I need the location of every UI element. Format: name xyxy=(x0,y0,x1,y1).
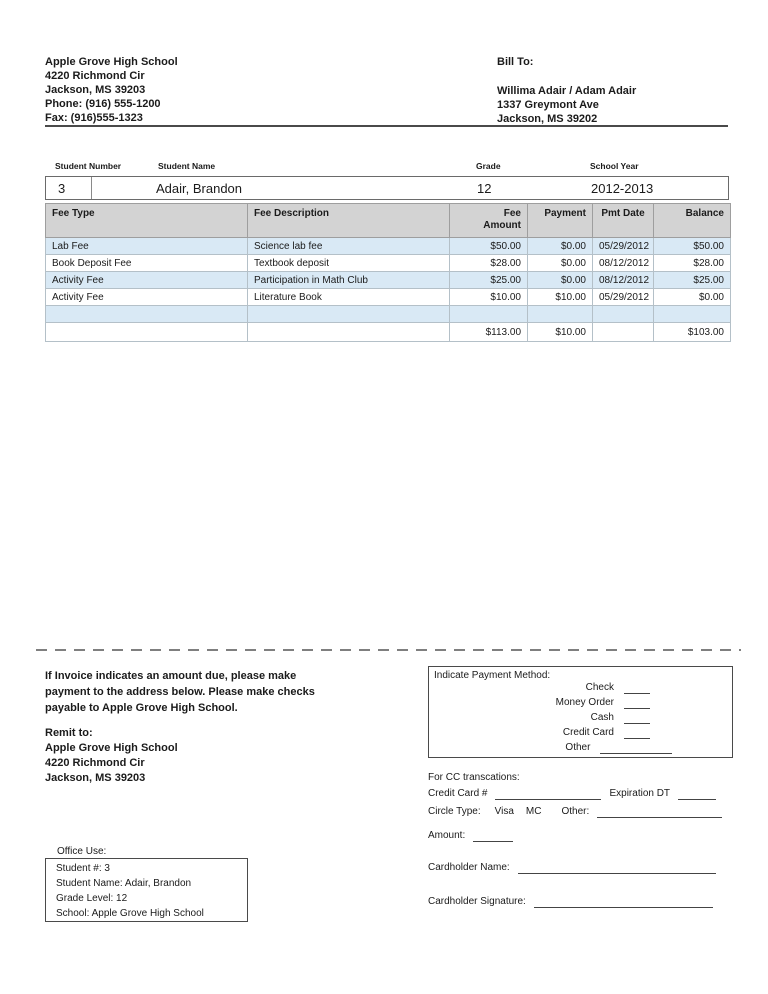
fee-type-cell: Activity Fee xyxy=(46,289,248,306)
fee-amount-cell: $10.00 xyxy=(450,289,528,306)
student-cell-divider xyxy=(91,177,92,199)
school-address1: 4220 Richmond Cir xyxy=(45,70,145,82)
fee-table xyxy=(45,203,731,342)
blank-line xyxy=(624,712,650,724)
bill-to-address1: 1337 Greymont Ave xyxy=(497,99,599,111)
fee-amount-cell: $25.00 xyxy=(450,272,528,289)
payment-cell: $0.00 xyxy=(528,272,593,289)
cardholder-name-row xyxy=(428,862,716,874)
pmt-date-cell: 05/29/2012 xyxy=(593,238,654,255)
total-balance: $103.00 xyxy=(654,323,731,342)
cc-circle-type-row xyxy=(428,806,722,818)
cardholder-name-label: Cardholder Name: xyxy=(428,862,510,873)
school-address2: Jackson, MS 39203 xyxy=(45,84,146,96)
fee-amount-cell: $28.00 xyxy=(450,255,528,272)
payment-cell: $10.00 xyxy=(528,289,593,306)
payment-option-money-order: Money Order xyxy=(429,697,732,712)
student-info-row xyxy=(45,176,729,200)
remit-address1: 4220 Richmond Cir xyxy=(45,757,145,769)
table-row xyxy=(46,255,731,272)
total-payment: $10.00 xyxy=(528,323,593,342)
bill-to-address2: Jackson, MS 39202 xyxy=(497,113,598,125)
fee-type-cell: Book Deposit Fee xyxy=(46,255,248,272)
table-row-empty xyxy=(46,306,731,323)
table-row-totals xyxy=(46,323,731,342)
office-student-name: Student Name: Adair, Brandon xyxy=(56,878,192,889)
fee-type-cell: Lab Fee xyxy=(46,238,248,255)
blank-line xyxy=(624,697,650,709)
blank-line xyxy=(518,862,716,874)
col-header-fee-description: Fee Description xyxy=(248,204,450,238)
blank-line xyxy=(624,727,650,739)
col-header-pmt-date: Pmt Date xyxy=(593,204,654,238)
payment-option-credit-card: Credit Card xyxy=(429,727,732,742)
other-type-label: Other: xyxy=(561,806,590,817)
header-divider-line xyxy=(45,125,728,127)
col-header-payment: Payment xyxy=(528,204,593,238)
pmt-date-cell: 08/12/2012 xyxy=(593,272,654,289)
student-name-value: Adair, Brandon xyxy=(156,181,243,196)
blank-line xyxy=(597,806,722,818)
dashed-tear-line xyxy=(36,649,741,651)
office-grade-level: Grade Level: 12 xyxy=(56,893,128,904)
payment-method-title: Indicate Payment Method: xyxy=(434,670,551,681)
blank-line xyxy=(534,896,713,908)
bill-to-block xyxy=(497,55,636,126)
school-year-value: 2012-2013 xyxy=(591,181,654,196)
payment-cell: $0.00 xyxy=(528,238,593,255)
table-row xyxy=(46,238,731,255)
col-header-fee-amount: Fee Amount xyxy=(450,204,528,238)
balance-cell: $28.00 xyxy=(654,255,731,272)
remittance-note: If Invoice indicates an amount due, please make payment to the address below. Please make checks payable to Apple Grove High School. xyxy=(45,670,315,714)
remit-to-block xyxy=(45,726,178,786)
circle-type-label: Circle Type: xyxy=(428,806,481,817)
grade-value: 12 xyxy=(477,181,492,196)
balance-cell: $50.00 xyxy=(654,238,731,255)
col-header-balance: Balance xyxy=(654,204,731,238)
balance-cell: $0.00 xyxy=(654,289,731,306)
mc-option: MC xyxy=(525,806,542,817)
office-student-number: Student #: 3 xyxy=(56,863,110,874)
fee-table-header-row xyxy=(46,204,731,238)
student-info-labels xyxy=(45,161,729,173)
blank-line xyxy=(600,742,672,754)
amount-label: Amount: xyxy=(428,830,466,841)
pmt-date-cell: 08/12/2012 xyxy=(593,255,654,272)
school-name: Apple Grove High School xyxy=(45,56,178,68)
grade-label: Grade xyxy=(476,161,501,171)
remit-to-label: Remit to: xyxy=(45,727,93,739)
balance-cell: $25.00 xyxy=(654,272,731,289)
fee-amount-cell: $50.00 xyxy=(450,238,528,255)
blank-line xyxy=(678,788,716,800)
cc-number-row xyxy=(428,788,722,800)
payment-cell: $0.00 xyxy=(528,255,593,272)
fee-description-cell: Science lab fee xyxy=(248,238,450,255)
cc-amount-row xyxy=(428,830,722,842)
fee-description-cell: Participation in Math Club xyxy=(248,272,450,289)
school-year-label: School Year xyxy=(590,161,639,171)
cardholder-signature-row xyxy=(428,896,713,908)
payment-option-cash: Cash xyxy=(429,712,732,727)
fee-type-cell: Activity Fee xyxy=(46,272,248,289)
bill-to-label: Bill To: xyxy=(497,56,534,68)
payment-option-check: Check xyxy=(429,682,732,697)
blank-line xyxy=(624,682,650,694)
bill-to-name: Willima Adair / Adam Adair xyxy=(497,85,637,97)
cc-expiration-label: Expiration DT xyxy=(609,788,671,799)
table-row xyxy=(46,272,731,289)
cc-transactions-block xyxy=(428,772,722,818)
cc-title: For CC transcations: xyxy=(428,772,520,783)
student-name-label: Student Name xyxy=(158,161,216,171)
payment-method-box xyxy=(428,666,733,758)
remit-address2: Jackson, MS 39203 xyxy=(45,772,146,784)
office-use-label: Office Use: xyxy=(57,846,107,857)
school-fax: Fax: (916)555-1323 xyxy=(45,112,143,124)
student-number-value: 3 xyxy=(58,181,66,196)
blank-line xyxy=(495,788,601,800)
cardholder-signature-label: Cardholder Signature: xyxy=(428,896,526,907)
school-phone: Phone: (916) 555-1200 xyxy=(45,98,161,110)
remit-school-name: Apple Grove High School xyxy=(45,742,178,754)
blank-line xyxy=(473,830,513,842)
table-row xyxy=(46,289,731,306)
school-address-block xyxy=(45,55,178,125)
cc-number-label: Credit Card # xyxy=(428,788,488,799)
office-use-box xyxy=(45,858,248,922)
pmt-date-cell: 05/29/2012 xyxy=(593,289,654,306)
payment-option-other: Other xyxy=(429,742,732,757)
office-school: School: Apple Grove High School xyxy=(56,908,204,919)
total-fee-amount: $113.00 xyxy=(450,323,528,342)
fee-description-cell: Literature Book xyxy=(248,289,450,306)
visa-option: Visa xyxy=(494,806,514,817)
student-number-label: Student Number xyxy=(55,161,122,171)
fee-description-cell: Textbook deposit xyxy=(248,255,450,272)
col-header-fee-type: Fee Type xyxy=(46,204,248,238)
